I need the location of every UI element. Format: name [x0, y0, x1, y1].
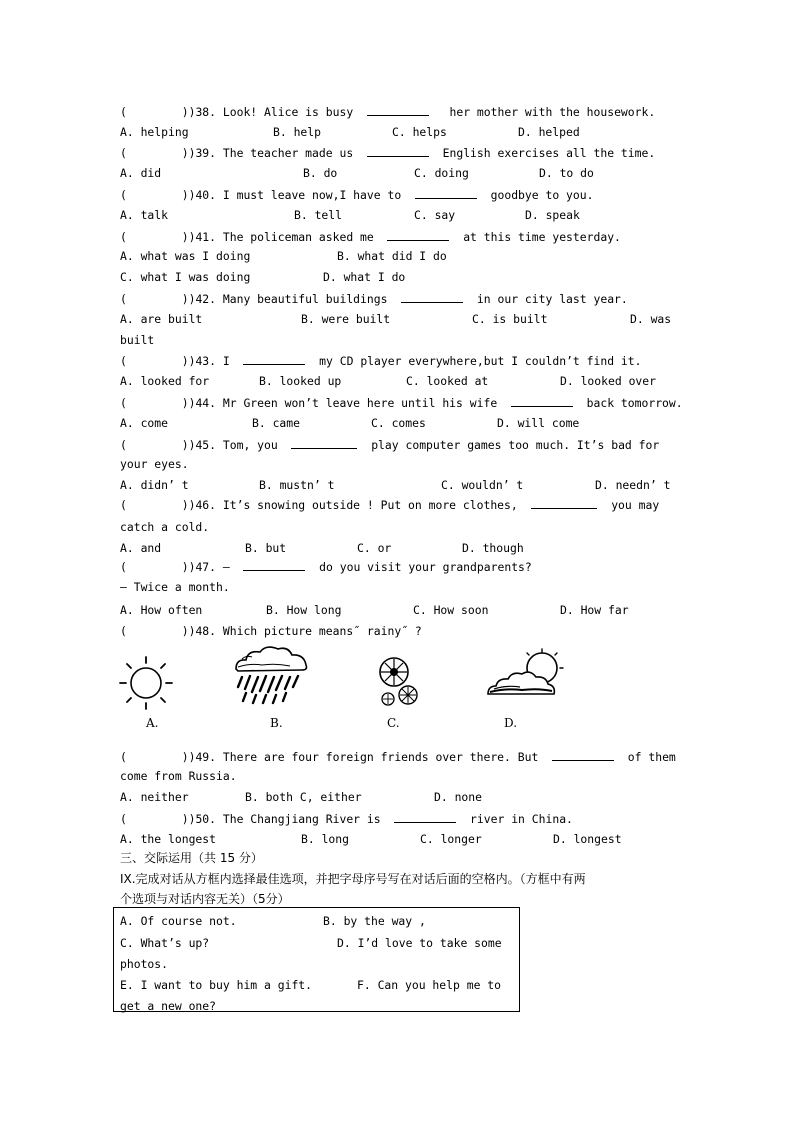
- option-b: B. but: [245, 541, 287, 555]
- option-c: C. or: [357, 541, 392, 555]
- picture-label-c: C.: [387, 716, 400, 730]
- box-option-e: E. I want to buy him a gift.: [120, 978, 313, 992]
- question-46-cont: catch a cold.: [120, 520, 210, 534]
- option-b: B. tell: [294, 208, 343, 222]
- answer-blank[interactable]: [243, 352, 305, 365]
- box-option-a: A. Of course not.: [120, 914, 237, 928]
- box-option-c: C. What’s up?: [120, 936, 210, 950]
- box-option-b: B. by the way ,: [323, 914, 426, 928]
- option-a: A. are built: [120, 312, 203, 326]
- answer-blank[interactable]: [531, 496, 597, 509]
- option-c: C. is built: [472, 312, 548, 326]
- answer-blank[interactable]: [387, 228, 449, 241]
- answer-blank[interactable]: [367, 103, 429, 116]
- picture-label-b: B.: [270, 716, 283, 730]
- answer-blank[interactable]: [401, 290, 463, 303]
- option-d: D. speak: [525, 208, 580, 222]
- question-40: ( ))40. I must leave now,I have to goodbye to you.: [120, 188, 594, 202]
- option-c: C. longer: [420, 832, 482, 846]
- question-45-cont: your eyes.: [120, 457, 189, 471]
- box-option-d-cont: photos.: [120, 957, 169, 971]
- option-b: B. How long: [266, 603, 342, 617]
- option-a: A. the longest: [120, 832, 217, 846]
- option-b: B. what did I do: [337, 249, 447, 263]
- box-option-f: F. Can you help me to: [357, 978, 502, 992]
- option-a: A. neither: [120, 790, 189, 804]
- question-41: ( ))41. The policeman asked me at this time yesterday.: [120, 230, 621, 244]
- cloudy-icon[interactable]: [486, 648, 564, 700]
- option-a: A. what was I doing: [120, 249, 251, 263]
- answer-blank[interactable]: [415, 186, 477, 199]
- option-a: A. looked for: [120, 374, 210, 388]
- question-39: ( ))39. The teacher made us English exercises all the time.: [120, 146, 656, 160]
- option-d: D. helped: [518, 125, 580, 139]
- answer-blank[interactable]: [243, 558, 305, 571]
- option-d: D. needn’ t: [595, 478, 671, 492]
- option-c: C. helps: [392, 125, 447, 139]
- option-b: B. long: [301, 832, 350, 846]
- option-b: B. help: [273, 125, 322, 139]
- option-a: A. come: [120, 416, 169, 430]
- question-42: ( ))42. Many beautiful buildings in our city last year.: [120, 292, 628, 306]
- option-c: C. comes: [371, 416, 426, 430]
- option-d: D. was: [630, 312, 672, 326]
- sun-icon[interactable]: [118, 655, 174, 711]
- box-option-f-cont: get a new one?: [120, 999, 217, 1013]
- option-d: D. to do: [539, 166, 594, 180]
- option-b: B. do: [303, 166, 338, 180]
- option-c: C. what I was doing: [120, 270, 251, 284]
- question-45: ( ))45. Tom, you play computer games too much. It’s bad for: [120, 438, 660, 452]
- option-d: D. How far: [560, 603, 629, 617]
- question-43: ( ))43. I my CD player everywhere,but I couldn’t find it.: [120, 354, 642, 368]
- question-50: ( ))50. The Changjiang River is river in China.: [120, 812, 573, 826]
- option-d: D. looked over: [560, 374, 657, 388]
- section-instruction-cont: 个选项与对话内容无关）（5分）: [120, 892, 290, 906]
- picture-label-a: A.: [146, 716, 159, 730]
- option-d: D. what I do: [323, 270, 406, 284]
- option-b: B. came: [252, 416, 301, 430]
- option-d-cont: built: [120, 333, 155, 347]
- option-b: B. were built: [301, 312, 391, 326]
- answer-paren: ( ): [120, 105, 189, 119]
- question-46: ( ))46. It’s snowing outside ! Put on more clothes, you may: [120, 498, 660, 512]
- option-b: B. mustn’ t: [259, 478, 335, 492]
- question-48: ( ))48. Which picture means˝ rainy˝ ?: [120, 624, 422, 638]
- option-d: D. longest: [553, 832, 622, 846]
- rain-icon[interactable]: [232, 645, 310, 707]
- option-c: C. say: [414, 208, 456, 222]
- box-option-d: D. I’d love to take some: [337, 936, 502, 950]
- option-d: D. though: [462, 541, 524, 555]
- option-a: A. helping: [120, 125, 189, 139]
- answer-blank[interactable]: [552, 748, 614, 761]
- answer-blank[interactable]: [291, 436, 357, 449]
- option-b: B. looked up: [259, 374, 342, 388]
- option-a: A. did: [120, 166, 162, 180]
- option-c: C. How soon: [413, 603, 489, 617]
- section-instruction: IX.完成对话从方框内选择最佳选项，并把字母序号写在对话后面的空格内。（方框中有两: [120, 872, 586, 886]
- option-c: C. looked at: [406, 374, 489, 388]
- option-a: A. didn’ t: [120, 478, 189, 492]
- option-b: B. both C, either: [245, 790, 362, 804]
- question-44: ( ))44. Mr Green won’t leave here until his wife back tomorrow.: [120, 396, 683, 410]
- option-a: A. How often: [120, 603, 203, 617]
- answer-blank[interactable]: [367, 144, 429, 157]
- question-47-reply: — Twice a month.: [120, 580, 230, 594]
- option-c: C. doing: [414, 166, 469, 180]
- question-38: ( ))38. Look! Alice is busy her mother with the housework.: [120, 105, 656, 119]
- option-d: D. none: [434, 790, 483, 804]
- snow-icon[interactable]: [375, 655, 423, 711]
- option-c: C. wouldn’ t: [441, 478, 524, 492]
- question-49: ( ))49. There are four foreign friends over there. But of them: [120, 750, 676, 764]
- picture-label-d: D.: [504, 716, 518, 730]
- answer-blank[interactable]: [511, 394, 573, 407]
- question-49-cont: come from Russia.: [120, 769, 237, 783]
- option-a: A. talk: [120, 208, 169, 222]
- question-47: ( ))47. — do you visit your grandparents?: [120, 560, 532, 574]
- section-title: 三、交际运用（共 15 分）: [120, 851, 263, 865]
- answer-blank[interactable]: [394, 810, 456, 823]
- option-d: D. will come: [497, 416, 580, 430]
- option-a: A. and: [120, 541, 162, 555]
